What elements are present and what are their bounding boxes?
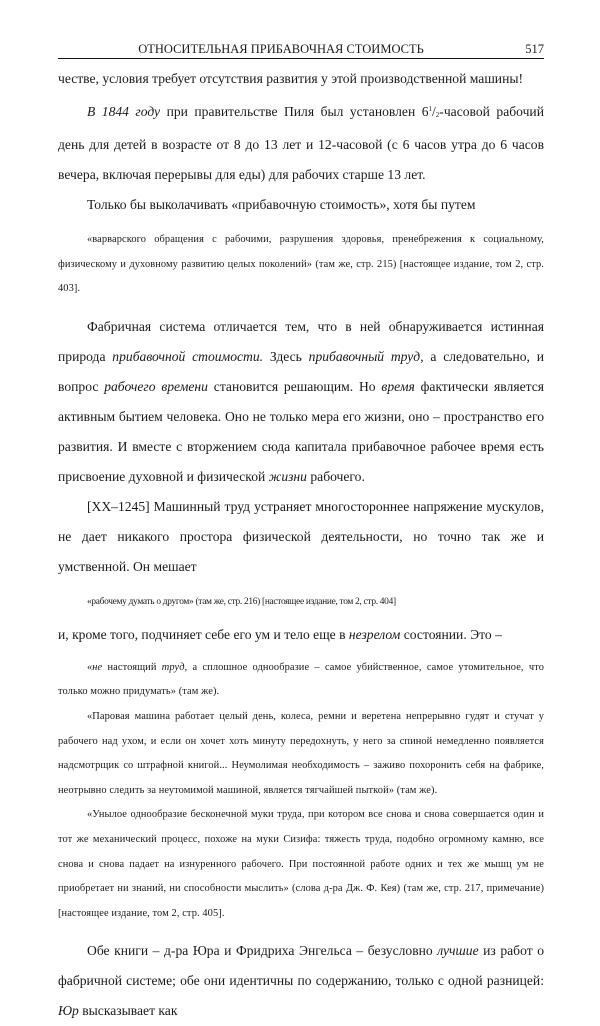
emphasis: жизни <box>268 468 307 484</box>
fraction-slash: / <box>432 104 436 119</box>
emphasis: не <box>92 661 103 673</box>
block-quote-4: «Паровая машина работает целый день, колеса, ремни и веретена непрерывно гудят и стучат у рабочего над ухом, и если он хочет хоть минуту передохнуть, у него за спиной немедленно появляется надсмотрщик со штрафной книгой... Неумолимая необходимость – заживо похоронить себя на фабрике, неотрывно следить за неутомимой машиной, является тягчайшей пыткой» (там же). <box>58 710 544 796</box>
emphasis: прибавочный труд <box>308 348 421 364</box>
text-span: настоящий <box>102 661 162 673</box>
block-quote-2: «рабочему думать о другом» (там же, стр. 216) [настоящее издание, том 2, стр. 404] <box>87 596 396 607</box>
text-span: Здесь <box>263 348 309 364</box>
emphasis: прибавочной стоимости. <box>112 348 264 364</box>
running-header-title: ОТНОСИТЕЛЬНАЯ ПРИБАВОЧНАЯ СТОИМОСТЬ <box>138 42 424 56</box>
page-body <box>58 64 544 1026</box>
text-span: , а сплошное однообразие – самое убийственное, самое утомительное, что только можно придумать» (там же). <box>58 661 544 698</box>
text-span: Обе книги – д-ра Юра и Фридриха Энгельса – безусловно <box>87 943 438 959</box>
fraction-denominator: 2 <box>435 111 440 119</box>
block-quote-1: «варварского обращения с рабочими, разрушения здоровья, пренебрежения к социальному, физическому и духовному развитию целых поколений» (там же, стр. 215) [настоящее издание, том 2, стр. 403]. <box>58 234 544 295</box>
paragraph-1844 <box>58 94 544 190</box>
emphasis: время <box>381 378 415 394</box>
paragraph-two-books <box>58 936 544 1026</box>
text-span: состоянии. Это – <box>400 626 502 642</box>
text-span: фактически является активным бытием человека. Оно не только мера его жизни, оно – пространство его развития. И вместе с вторжением сюда капитала прибавочное рабочее время есть присвоение духовной и физической <box>58 378 545 484</box>
paragraph-immature <box>58 620 544 650</box>
block-quote-5: «Унылое однообразие бесконечной муки труда, при котором все снова и снова совершается один и тот же механический процесс, похоже на муки Сизифа: тяжесть труда, подобно огромному камню, все снова и снова падает на изнуренного рабочего. При постоянной работе одних и тех же мышц ум не приобретает ни знаний, ни способности мыслить» (слова д-ра Дж. Ф. Кея) (там же, стр. 217, примечание) [настоящее издание, том 2, стр. 405]. <box>58 809 544 919</box>
emphasis: незрелом <box>348 626 401 642</box>
emphasis: В 1844 году <box>87 104 161 119</box>
page-number: 517 <box>525 42 544 56</box>
text-span: « <box>87 661 93 673</box>
text-span: -часовой рабочий день для детей в возрасте от 8 до 13 лет и 12-часовой (с 6 часов утра до 6 часов вечера, включая перерывы для еды) для рабочих старше 13 лет. <box>58 104 544 182</box>
paragraph-continuation: честве, условия требует отсутствия развития у этой производственной машины! <box>58 71 524 86</box>
paragraph-factory-system <box>58 312 544 492</box>
emphasis: Юр <box>58 1003 79 1019</box>
text-span: при правительстве Пиля был установлен 6 <box>160 104 429 119</box>
running-header <box>58 40 544 59</box>
emphasis: лучшие <box>437 943 479 959</box>
paragraph-machine-labor: [XX–1245] Машинный труд устраняет многостороннее напряжение мускулов, не дает никакого простора физической деятельности, но точно так же и умственной. Он мешает <box>58 498 544 574</box>
text-span: становится решающим. Но <box>207 378 382 394</box>
fraction-numerator: 1 <box>428 105 433 113</box>
text-span: и, кроме того, подчиняет себе его ум и тело еще в <box>58 626 349 642</box>
text-span: Фабричная система отличается тем, что в ней обнаруживается истинная природа <box>58 318 544 364</box>
paragraph-surplus-value: Только бы выколачивать «прибавочную стоимость», хотя бы путем <box>87 197 476 212</box>
text-span: высказывает как <box>78 1003 178 1019</box>
text-span: , а следовательно, и вопрос <box>58 348 545 394</box>
emphasis: рабочего времени <box>104 378 208 394</box>
text-span: рабочего. <box>306 468 365 484</box>
block-quote-3 <box>58 656 544 705</box>
emphasis: труд <box>161 661 185 673</box>
text-span: из работ о фабричной системе; обе они идентичны по содержанию, только с одной разницей: <box>58 943 544 989</box>
